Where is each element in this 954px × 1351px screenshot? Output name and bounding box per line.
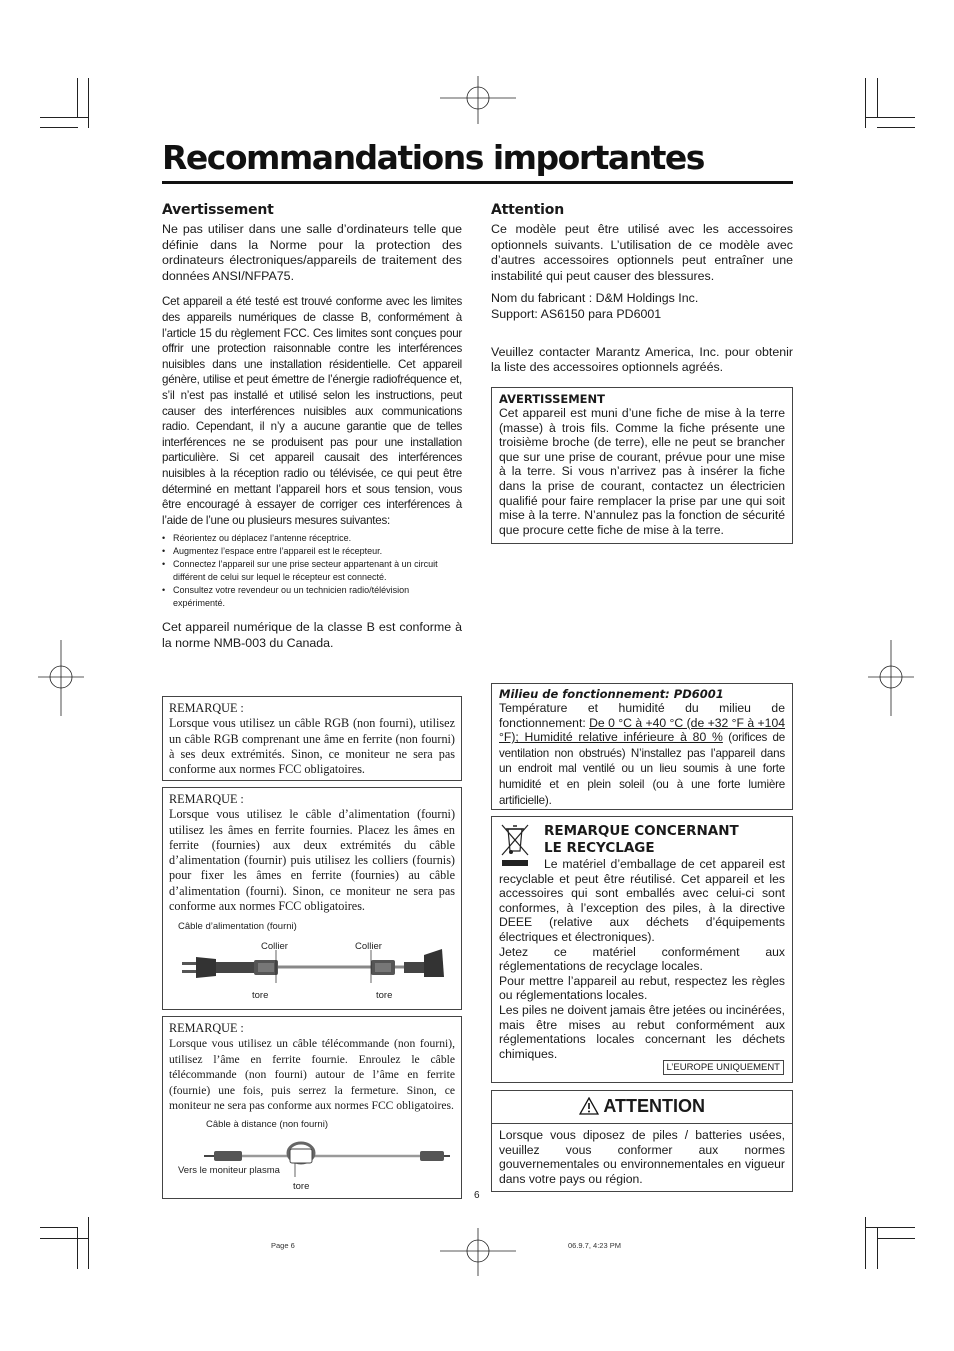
recycling-heading-line2: LE RECYCLAGE [544,840,655,856]
power-cable-caption: Câble d’alimentation (fourni) [178,921,297,932]
environment-box [491,683,793,810]
avertissement-heading: Avertissement [162,202,274,218]
registration-mark-top [440,76,516,124]
environment-range: De 0 °C à +40 °C (de +32 °F à +104 °F); Humidité relative inférieure à 80 % [499,715,786,745]
attention-box-text: Lorsque vous diposez de piles / batteries usées, veuillez vous conformer aux normes gouvernementales ou environnementales en vigueur dans votre pays ou région. [499,1128,785,1186]
attention-box-header [491,1090,793,1124]
footer-left: Page 6 [271,1241,295,1250]
paragraph-fcc: Cet appareil a été testé est trouvé conforme avec les limites des appareils numériques de classe B, conformément à l’article 15 du règlement FCC. Ces limites sont conçues pour offrir une protection raisonnable contre les interférences nuisibles dans une installation résidentielle. Cet appareil génère, utilise et peut émettre de l’énergie radiofréquence et, s’il n’est pas installé et utilisé selon les instructions, peut causer des interférences nuisibles aux communications radio. Cependant, il n’y a aucune garantie que de telles interférences ne se produisent pas pour une installation particulière. Si cet appareil causait des interférences nuisibles à la réception radio ou télévisée, ce qui peut être déterminé en mettant l’appareil hors et sous tension, vous être encouragé à essayer de corriger ces interférences à l’aide de l’une ou plusieurs mesures suivantes: [162,295,462,527]
warning-box-text: Cet appareil est muni d’une fiche de mise à la terre (masse) à trois fils. Comme la fiche présente une troisième broche (de terre), elle ne peut se brancher que sur une prise de courant, prévue pour une mise à la terre. Si vous n’arrivez pas à insérer la fiche dans la prise de courant, contactez un électricien qualifié pour faire remplacer la prise par une qui soit mise à la terre. N’annulez pas la fonction de sécurité que procure cette fiche de mise à la terre. [499,406,785,537]
page-number: 6 [474,1190,480,1201]
note-label: REMARQUE : [169,792,244,806]
note-rgb-box [162,696,462,781]
note-label: REMARQUE : [169,1021,244,1035]
registration-mark-bottom [440,1228,516,1276]
ground-warning-box [491,387,793,544]
remote-cable-diagram [200,1133,450,1181]
page-title: Recommandations importantes [162,138,704,177]
recycling-box [491,816,793,1083]
europe-only-tag: L’EUROPE UNIQUEMENT [663,1060,785,1075]
collier-label: Collier [355,941,382,952]
warning-box-heading: AVERTISSEMENT [499,392,606,406]
recycling-text-1: Le matériel d’emballage de cet appareil est recyclable et peut être réutilisé. Cet appareil et les accessoires qui sont emballés avec celui-ci sont conformes, à l’exception des piles, à la directive DEEE (relative aux déchets d’équipements électriques et électroniques). [499,857,785,944]
recycling-text-3: Pour mettre l’appareil au rebut, respectez les règles ou réglementations locales. [499,973,785,1003]
warning-triangle-icon [579,1097,599,1115]
recycling-text-2: Jetez ce matériel conformément aux réglementations de recyclage locales. [499,944,785,974]
monitor-label: Vers le moniteur plasma [178,1165,280,1176]
list-item: • Connectez l’appareil sur une prise secteur appartenant à un circuit différent de celui sur lequel le récepteur est connecté. [162,558,462,584]
paragraph-nmb: Cet appareil numérique de la classe B est conforme à la norme NMB-003 du Canada. [162,620,462,650]
environment-text [499,701,785,808]
environment-line2: (orifices de ventilation non obstrués) N’installez pas l’appareil dans un endroit mal ventilé ou un lieu soumis à une forte humidité et en plein soleil (ou à une forte lumière artificielle). [499,731,786,807]
right-column [491,202,793,376]
remote-cable-caption: Câble à distance (non fourni) [206,1119,328,1130]
footer-right: 06.9.7, 4:23 PM [568,1241,621,1250]
registration-mark-right [868,640,914,716]
manufacturer-line: Nom du fabricant : D&M Holdings Inc. [491,291,699,306]
attention-box-heading: ATTENTION [603,1095,706,1116]
list-item: • Réorientez ou déplacez l’antenne réceptrice. [162,532,462,545]
attention-heading: Attention [491,202,564,218]
crossed-out-bin-icon [500,823,530,867]
list-item: • Consultez votre revendeur ou un technicien radio/télévision expérimenté. [162,584,462,610]
support-line: Support: AS6150 para PD6001 [491,306,662,321]
tore-label: tore [376,990,393,1001]
power-cable-diagram [176,945,448,990]
environment-heading: Milieu de fonctionnement: PD6001 [499,687,724,701]
recycling-heading-line1: REMARQUE CONCERNANT [544,823,739,839]
note-text: Lorsque vous utilisez un câble RGB (non fourni), utilisez un câble RGB comprenant une âme en ferrite (non fourni) à ses deux extrémités. Sinon, ce moniteur ne sera pas conforme aux normes FCC obligatoires. [169,716,455,777]
registration-mark-left [38,640,84,716]
left-column [162,202,462,651]
bullet-list [162,532,462,610]
attention-box-body [491,1123,793,1192]
note-label: REMARQUE : [169,701,244,715]
note-text: Lorsque vous utilisez le câble d’alimentation (fourni) utilisez les âmes en ferrite fournies. Placez les âmes en ferrite (fournies) aux deux extrémités du câble d’alimentation (fournir) puis utilisez les colliers (fournis) pour fixer les âmes en ferrite (fournies) au câble d’alimentation (fourni). Sinon, ce moniteur ne sera pas conforme aux normes FCC obligatoires. [169,807,455,914]
collier-label: Collier [261,941,288,952]
paragraph-accessories: Ce modèle peut être utilisé avec les accessoires optionnels suivants. L’utilisation de ce modèle avec d’autres accessoires optionnels peut entraîner une instabilité qui peut causer des blessures. [491,222,793,283]
tore-label: tore [293,1181,310,1192]
note-text: Lorsque vous utilisez un câble télécommande (non fourni), utilisez l’âme en ferrite fournie. Enroulez le câble télécommande (non fourni) autour de l’âme en ferrite (fournie) une fois, puis serrez la fermeture. Sinon, ce moniteur ne sera pas conforme aux normes FCC obligatoires. [169,1037,455,1113]
title-rule [162,181,793,184]
recycling-text-4: Les piles ne doivent jamais être jetées ou incinérées, mais être mises au rebut conformément aux réglementations locales concernant les déchets chimiques. [499,1002,785,1061]
paragraph-contact: Veuillez contacter Marantz America, Inc. pour obtenir la liste des accessoires optionnels agréés. [491,344,793,375]
tore-label: tore [252,990,269,1001]
environment-line1: Température et humidité du milieu de fonctionnement: [499,701,785,730]
paragraph-ansi: Ne pas utiliser dans une salle d’ordinateurs telle que définie dans la Norme pour la protection des ordinateurs électroniques/appareils de traitement des données ANSI/NFPA75. [162,222,462,283]
list-item: • Augmentez l’espace entre l’appareil est le récepteur. [162,545,462,558]
